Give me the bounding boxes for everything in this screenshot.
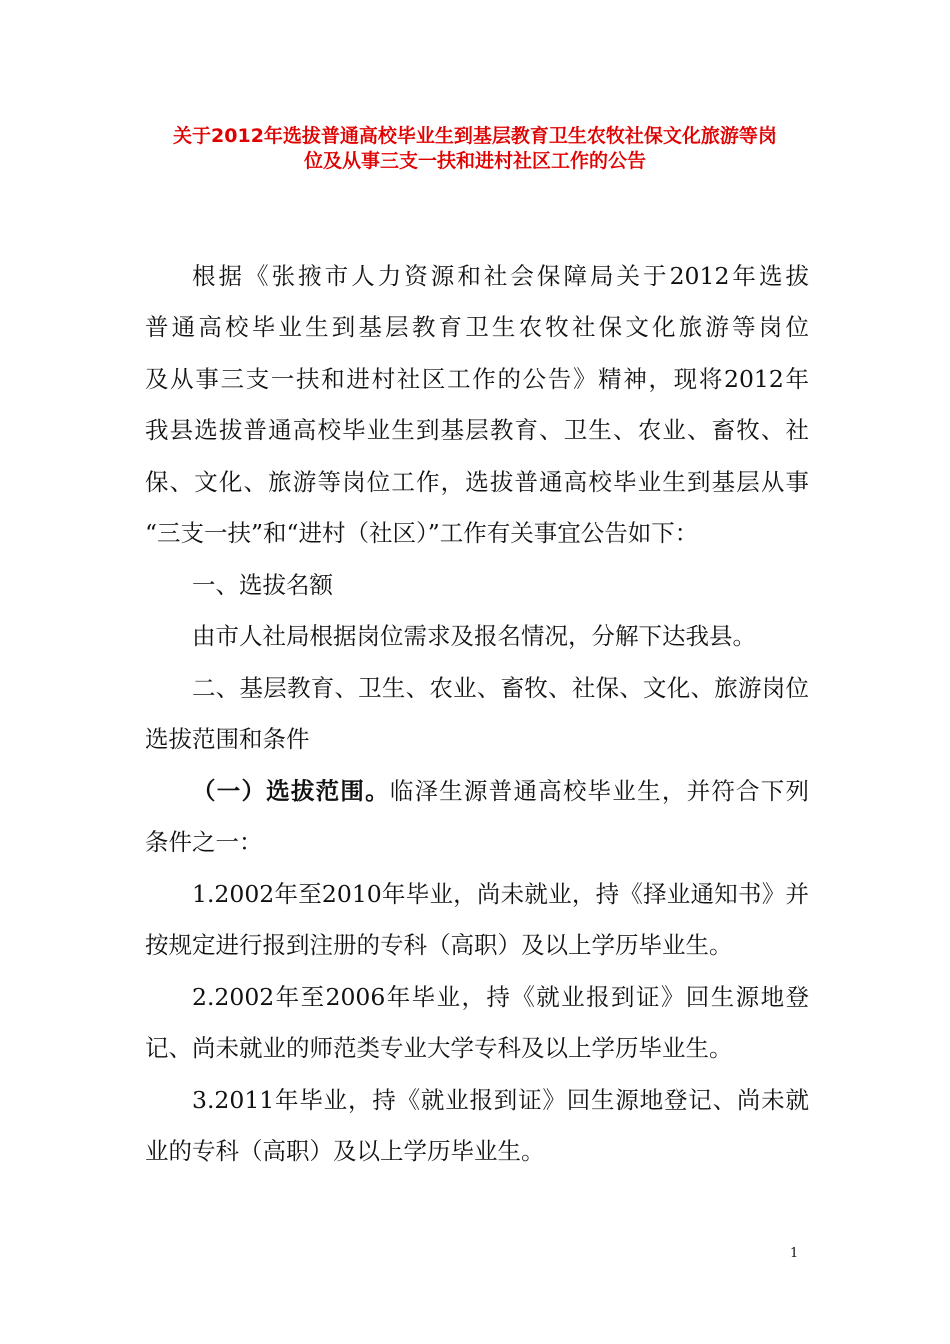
paragraph-line: 条件之一：: [145, 828, 263, 856]
paragraph-line: 保、文化、旅游等岗位工作，选拔普通高校毕业生到基层从事: [145, 468, 809, 496]
section-heading-2: 二、基层教育、卫生、农业、畜牧、社保、文化、旅游岗位: [192, 674, 809, 702]
section-heading-2-cont: 选拔范围和条件: [145, 725, 310, 753]
document-title-line-2: 位及从事三支一扶和进村社区工作的公告: [303, 150, 646, 172]
paragraph-line: 由市人社局根据岗位需求及报名情况，分解下达我县。: [192, 622, 756, 650]
page-number: 1: [790, 1246, 799, 1261]
subsection-text: 临泽生源普通高校毕业生，并符合下列: [389, 777, 810, 805]
list-item: 3.2011年毕业，持《就业报到证》回生源地登记、尚未就: [192, 1086, 809, 1114]
paragraph-line: 我县选拔普通高校毕业生到基层教育、卫生、农业、畜牧、社: [145, 416, 809, 444]
list-item: 1.2002年至2010年毕业，尚未就业，持《择业通知书》并: [192, 880, 809, 908]
paragraph-line: 根据《张掖市人力资源和社会保障局关于2012年选拔: [192, 262, 809, 290]
paragraph-line: 及从事三支一扶和进村社区工作的公告》精神，现将2012年: [145, 365, 809, 393]
section-heading-1: 一、选拔名额: [192, 571, 333, 599]
paragraph-line: “三支一扶”和“进村（社区）”工作有关事宜公告如下：: [145, 519, 699, 547]
list-item-cont: 按规定进行报到注册的专科（高职）及以上学历毕业生。: [145, 931, 733, 959]
document-title-line-1: 关于2012年选拔普通高校毕业生到基层教育卫生农牧社保文化旅游等岗: [173, 125, 777, 147]
subsection-label: （一）选拔范围。: [192, 777, 390, 805]
list-item: 2.2002年至2006年毕业，持《就业报到证》回生源地登: [192, 983, 809, 1011]
list-item-cont: 业的专科（高职）及以上学历毕业生。: [145, 1137, 545, 1165]
subsection-line: [192, 776, 809, 806]
list-item-cont: 记、尚未就业的师范类专业大学专科及以上学历毕业生。: [145, 1034, 733, 1062]
paragraph-line: 普通高校毕业生到基层教育卫生农牧社保文化旅游等岗位: [145, 313, 809, 341]
